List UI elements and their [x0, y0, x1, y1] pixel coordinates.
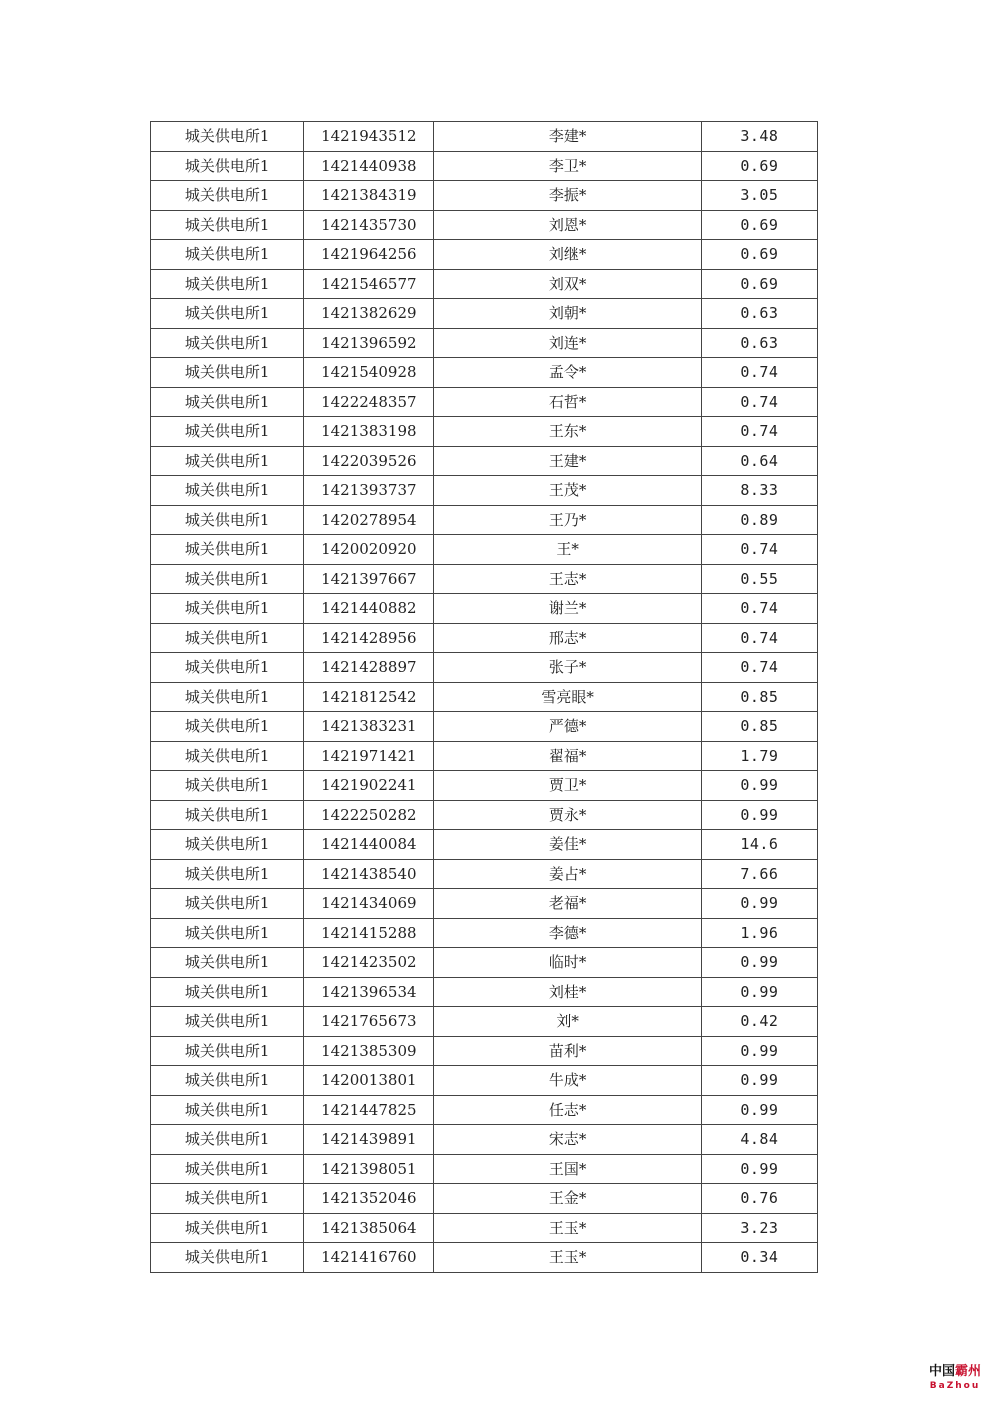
table-row [151, 358, 818, 388]
unit-cell: 城关供电所1 [151, 122, 304, 152]
table-row [151, 240, 818, 270]
account-number-cell: 1421546577 [304, 269, 434, 299]
amount-cell: 7.66 [701, 859, 817, 889]
unit-cell: 城关供电所1 [151, 476, 304, 506]
customer-name-cell: 姜佳* [434, 830, 701, 860]
amount-cell: 0.74 [701, 535, 817, 565]
table-row [151, 653, 818, 683]
customer-name-cell: 姜占* [434, 859, 701, 889]
table-row [151, 1066, 818, 1096]
unit-cell: 城关供电所1 [151, 1007, 304, 1037]
customer-name-cell: 刘恩* [434, 210, 701, 240]
account-number-cell: 1421447825 [304, 1095, 434, 1125]
unit-cell: 城关供电所1 [151, 1184, 304, 1214]
unit-cell: 城关供电所1 [151, 505, 304, 535]
table-row [151, 1243, 818, 1273]
table-row [151, 535, 818, 565]
account-number-cell: 1421396592 [304, 328, 434, 358]
account-number-cell: 1420020920 [304, 535, 434, 565]
unit-cell: 城关供电所1 [151, 859, 304, 889]
amount-cell: 0.99 [701, 800, 817, 830]
unit-cell: 城关供电所1 [151, 535, 304, 565]
unit-cell: 城关供电所1 [151, 564, 304, 594]
amount-cell: 3.23 [701, 1213, 817, 1243]
amount-cell: 1.79 [701, 741, 817, 771]
customer-name-cell: 张子* [434, 653, 701, 683]
account-number-cell: 1420013801 [304, 1066, 434, 1096]
watermark-title-prefix: 中国 [928, 1364, 955, 1379]
account-number-cell: 1421383198 [304, 417, 434, 447]
account-number-cell: 1421397667 [304, 564, 434, 594]
unit-cell: 城关供电所1 [151, 948, 304, 978]
unit-cell: 城关供电所1 [151, 1154, 304, 1184]
amount-cell: 0.34 [701, 1243, 817, 1273]
customer-name-cell: 王玉* [434, 1243, 701, 1273]
unit-cell: 城关供电所1 [151, 210, 304, 240]
customer-name-cell: 王志* [434, 564, 701, 594]
customer-name-cell: 刘连* [434, 328, 701, 358]
table-row [151, 1125, 818, 1155]
amount-cell: 0.99 [701, 771, 817, 801]
customer-name-cell: 贾卫* [434, 771, 701, 801]
table-row [151, 1184, 818, 1214]
table-row [151, 800, 818, 830]
amount-cell: 0.74 [701, 387, 817, 417]
table-row [151, 712, 818, 742]
amount-cell: 0.69 [701, 210, 817, 240]
amount-cell: 0.99 [701, 1036, 817, 1066]
customer-name-cell: 邢志* [434, 623, 701, 653]
table-row [151, 948, 818, 978]
table-row [151, 122, 818, 152]
amount-cell: 0.74 [701, 417, 817, 447]
table-row [151, 977, 818, 1007]
amount-cell: 0.99 [701, 1095, 817, 1125]
table-row [151, 476, 818, 506]
unit-cell: 城关供电所1 [151, 1095, 304, 1125]
watermark-title [920, 1364, 990, 1380]
unit-cell: 城关供电所1 [151, 417, 304, 447]
customer-name-cell: 刘朝* [434, 299, 701, 329]
customer-name-cell: 李卫* [434, 151, 701, 181]
unit-cell: 城关供电所1 [151, 830, 304, 860]
table-row [151, 741, 818, 771]
unit-cell: 城关供电所1 [151, 653, 304, 683]
unit-cell: 城关供电所1 [151, 1066, 304, 1096]
unit-cell: 城关供电所1 [151, 269, 304, 299]
site-watermark-logo [920, 1364, 990, 1392]
unit-cell: 城关供电所1 [151, 800, 304, 830]
table-row [151, 918, 818, 948]
table-row [151, 210, 818, 240]
account-number-cell: 1421434069 [304, 889, 434, 919]
unit-cell: 城关供电所1 [151, 682, 304, 712]
unit-cell: 城关供电所1 [151, 1125, 304, 1155]
amount-cell: 0.74 [701, 358, 817, 388]
data-table [150, 121, 818, 1273]
account-number-cell: 1421428956 [304, 623, 434, 653]
amount-cell: 0.63 [701, 328, 817, 358]
customer-name-cell: 贾永* [434, 800, 701, 830]
account-number-cell: 1421415288 [304, 918, 434, 948]
unit-cell: 城关供电所1 [151, 977, 304, 1007]
account-number-cell: 1421393737 [304, 476, 434, 506]
account-number-cell: 1421396534 [304, 977, 434, 1007]
table-row [151, 594, 818, 624]
unit-cell: 城关供电所1 [151, 446, 304, 476]
unit-cell: 城关供电所1 [151, 181, 304, 211]
account-number-cell: 1421385309 [304, 1036, 434, 1066]
account-number-cell: 1421384319 [304, 181, 434, 211]
account-number-cell: 1421352046 [304, 1184, 434, 1214]
customer-name-cell: 苗利* [434, 1036, 701, 1066]
account-number-cell: 1421943512 [304, 122, 434, 152]
table-row [151, 623, 818, 653]
amount-cell: 0.85 [701, 682, 817, 712]
unit-cell: 城关供电所1 [151, 387, 304, 417]
account-number-cell: 1421439891 [304, 1125, 434, 1155]
unit-cell: 城关供电所1 [151, 594, 304, 624]
customer-name-cell: 李德* [434, 918, 701, 948]
customer-name-cell: 王金* [434, 1184, 701, 1214]
table-row [151, 299, 818, 329]
unit-cell: 城关供电所1 [151, 240, 304, 270]
account-number-cell: 1421382629 [304, 299, 434, 329]
account-number-cell: 1421416760 [304, 1243, 434, 1273]
table-row [151, 859, 818, 889]
account-number-cell: 1421440938 [304, 151, 434, 181]
unit-cell: 城关供电所1 [151, 771, 304, 801]
account-number-cell: 1421428897 [304, 653, 434, 683]
amount-cell: 0.69 [701, 269, 817, 299]
customer-name-cell: 刘继* [434, 240, 701, 270]
table-row [151, 771, 818, 801]
customer-name-cell: 翟福* [434, 741, 701, 771]
amount-cell: 14.6 [701, 830, 817, 860]
unit-cell: 城关供电所1 [151, 1036, 304, 1066]
table-row [151, 1095, 818, 1125]
customer-name-cell: 老福* [434, 889, 701, 919]
account-number-cell: 1421440882 [304, 594, 434, 624]
customer-name-cell: 王乃* [434, 505, 701, 535]
customer-name-cell: 石哲* [434, 387, 701, 417]
account-number-cell: 1422248357 [304, 387, 434, 417]
table-row [151, 1213, 818, 1243]
customer-name-cell: 刘桂* [434, 977, 701, 1007]
table-row [151, 328, 818, 358]
amount-cell: 0.99 [701, 977, 817, 1007]
amount-cell: 0.69 [701, 240, 817, 270]
table-row [151, 1036, 818, 1066]
watermark-title-accent: 霸州 [955, 1364, 982, 1379]
amount-cell: 0.64 [701, 446, 817, 476]
unit-cell: 城关供电所1 [151, 741, 304, 771]
account-number-cell: 1421902241 [304, 771, 434, 801]
unit-cell: 城关供电所1 [151, 358, 304, 388]
account-number-cell: 1421964256 [304, 240, 434, 270]
unit-cell: 城关供电所1 [151, 299, 304, 329]
customer-name-cell: 临时* [434, 948, 701, 978]
customer-name-cell: 任志* [434, 1095, 701, 1125]
account-number-cell: 1421438540 [304, 859, 434, 889]
amount-cell: 0.42 [701, 1007, 817, 1037]
amount-cell: 1.96 [701, 918, 817, 948]
amount-cell: 3.05 [701, 181, 817, 211]
unit-cell: 城关供电所1 [151, 889, 304, 919]
amount-cell: 3.48 [701, 122, 817, 152]
unit-cell: 城关供电所1 [151, 918, 304, 948]
amount-cell: 0.99 [701, 889, 817, 919]
amount-cell: 8.33 [701, 476, 817, 506]
account-number-cell: 1421812542 [304, 682, 434, 712]
customer-name-cell: 王东* [434, 417, 701, 447]
table-row [151, 417, 818, 447]
customer-name-cell: 王* [434, 535, 701, 565]
account-number-cell: 1420278954 [304, 505, 434, 535]
unit-cell: 城关供电所1 [151, 623, 304, 653]
table-row [151, 889, 818, 919]
table-row [151, 269, 818, 299]
customer-name-cell: 李振* [434, 181, 701, 211]
account-number-cell: 1421971421 [304, 741, 434, 771]
amount-cell: 0.69 [701, 151, 817, 181]
table-row [151, 446, 818, 476]
table-body [151, 122, 818, 1273]
table-row [151, 505, 818, 535]
account-number-cell: 1421440084 [304, 830, 434, 860]
customer-name-cell: 王建* [434, 446, 701, 476]
customer-name-cell: 宋志* [434, 1125, 701, 1155]
unit-cell: 城关供电所1 [151, 1243, 304, 1273]
account-number-cell: 1421385064 [304, 1213, 434, 1243]
customer-name-cell: 李建* [434, 122, 701, 152]
table-row [151, 1007, 818, 1037]
unit-cell: 城关供电所1 [151, 328, 304, 358]
unit-cell: 城关供电所1 [151, 1213, 304, 1243]
customer-name-cell: 孟令* [434, 358, 701, 388]
account-number-cell: 1421435730 [304, 210, 434, 240]
amount-cell: 4.84 [701, 1125, 817, 1155]
table-row [151, 181, 818, 211]
amount-cell: 0.76 [701, 1184, 817, 1214]
unit-cell: 城关供电所1 [151, 151, 304, 181]
customer-name-cell: 严德* [434, 712, 701, 742]
amount-cell: 0.99 [701, 948, 817, 978]
unit-cell: 城关供电所1 [151, 712, 304, 742]
account-number-cell: 1421765673 [304, 1007, 434, 1037]
account-number-cell: 1421398051 [304, 1154, 434, 1184]
amount-cell: 0.99 [701, 1066, 817, 1096]
amount-cell: 0.63 [701, 299, 817, 329]
amount-cell: 0.74 [701, 653, 817, 683]
amount-cell: 0.85 [701, 712, 817, 742]
customer-name-cell: 王国* [434, 1154, 701, 1184]
watermark-subtitle: BaZhou [929, 1381, 981, 1391]
customer-name-cell: 王玉* [434, 1213, 701, 1243]
amount-cell: 0.89 [701, 505, 817, 535]
account-number-cell: 1422039526 [304, 446, 434, 476]
table-row [151, 682, 818, 712]
customer-name-cell: 谢兰* [434, 594, 701, 624]
amount-cell: 0.99 [701, 1154, 817, 1184]
customer-name-cell: 刘* [434, 1007, 701, 1037]
customer-name-cell: 刘双* [434, 269, 701, 299]
customer-name-cell: 雪亮眼* [434, 682, 701, 712]
account-number-cell: 1421383231 [304, 712, 434, 742]
customer-name-cell: 王茂* [434, 476, 701, 506]
amount-cell: 0.74 [701, 594, 817, 624]
account-number-cell: 1422250282 [304, 800, 434, 830]
amount-cell: 0.74 [701, 623, 817, 653]
amount-cell: 0.55 [701, 564, 817, 594]
customer-name-cell: 牛成* [434, 1066, 701, 1096]
account-number-cell: 1421423502 [304, 948, 434, 978]
table-row [151, 564, 818, 594]
table-row [151, 830, 818, 860]
account-number-cell: 1421540928 [304, 358, 434, 388]
table-row [151, 387, 818, 417]
table-row [151, 151, 818, 181]
table-row [151, 1154, 818, 1184]
